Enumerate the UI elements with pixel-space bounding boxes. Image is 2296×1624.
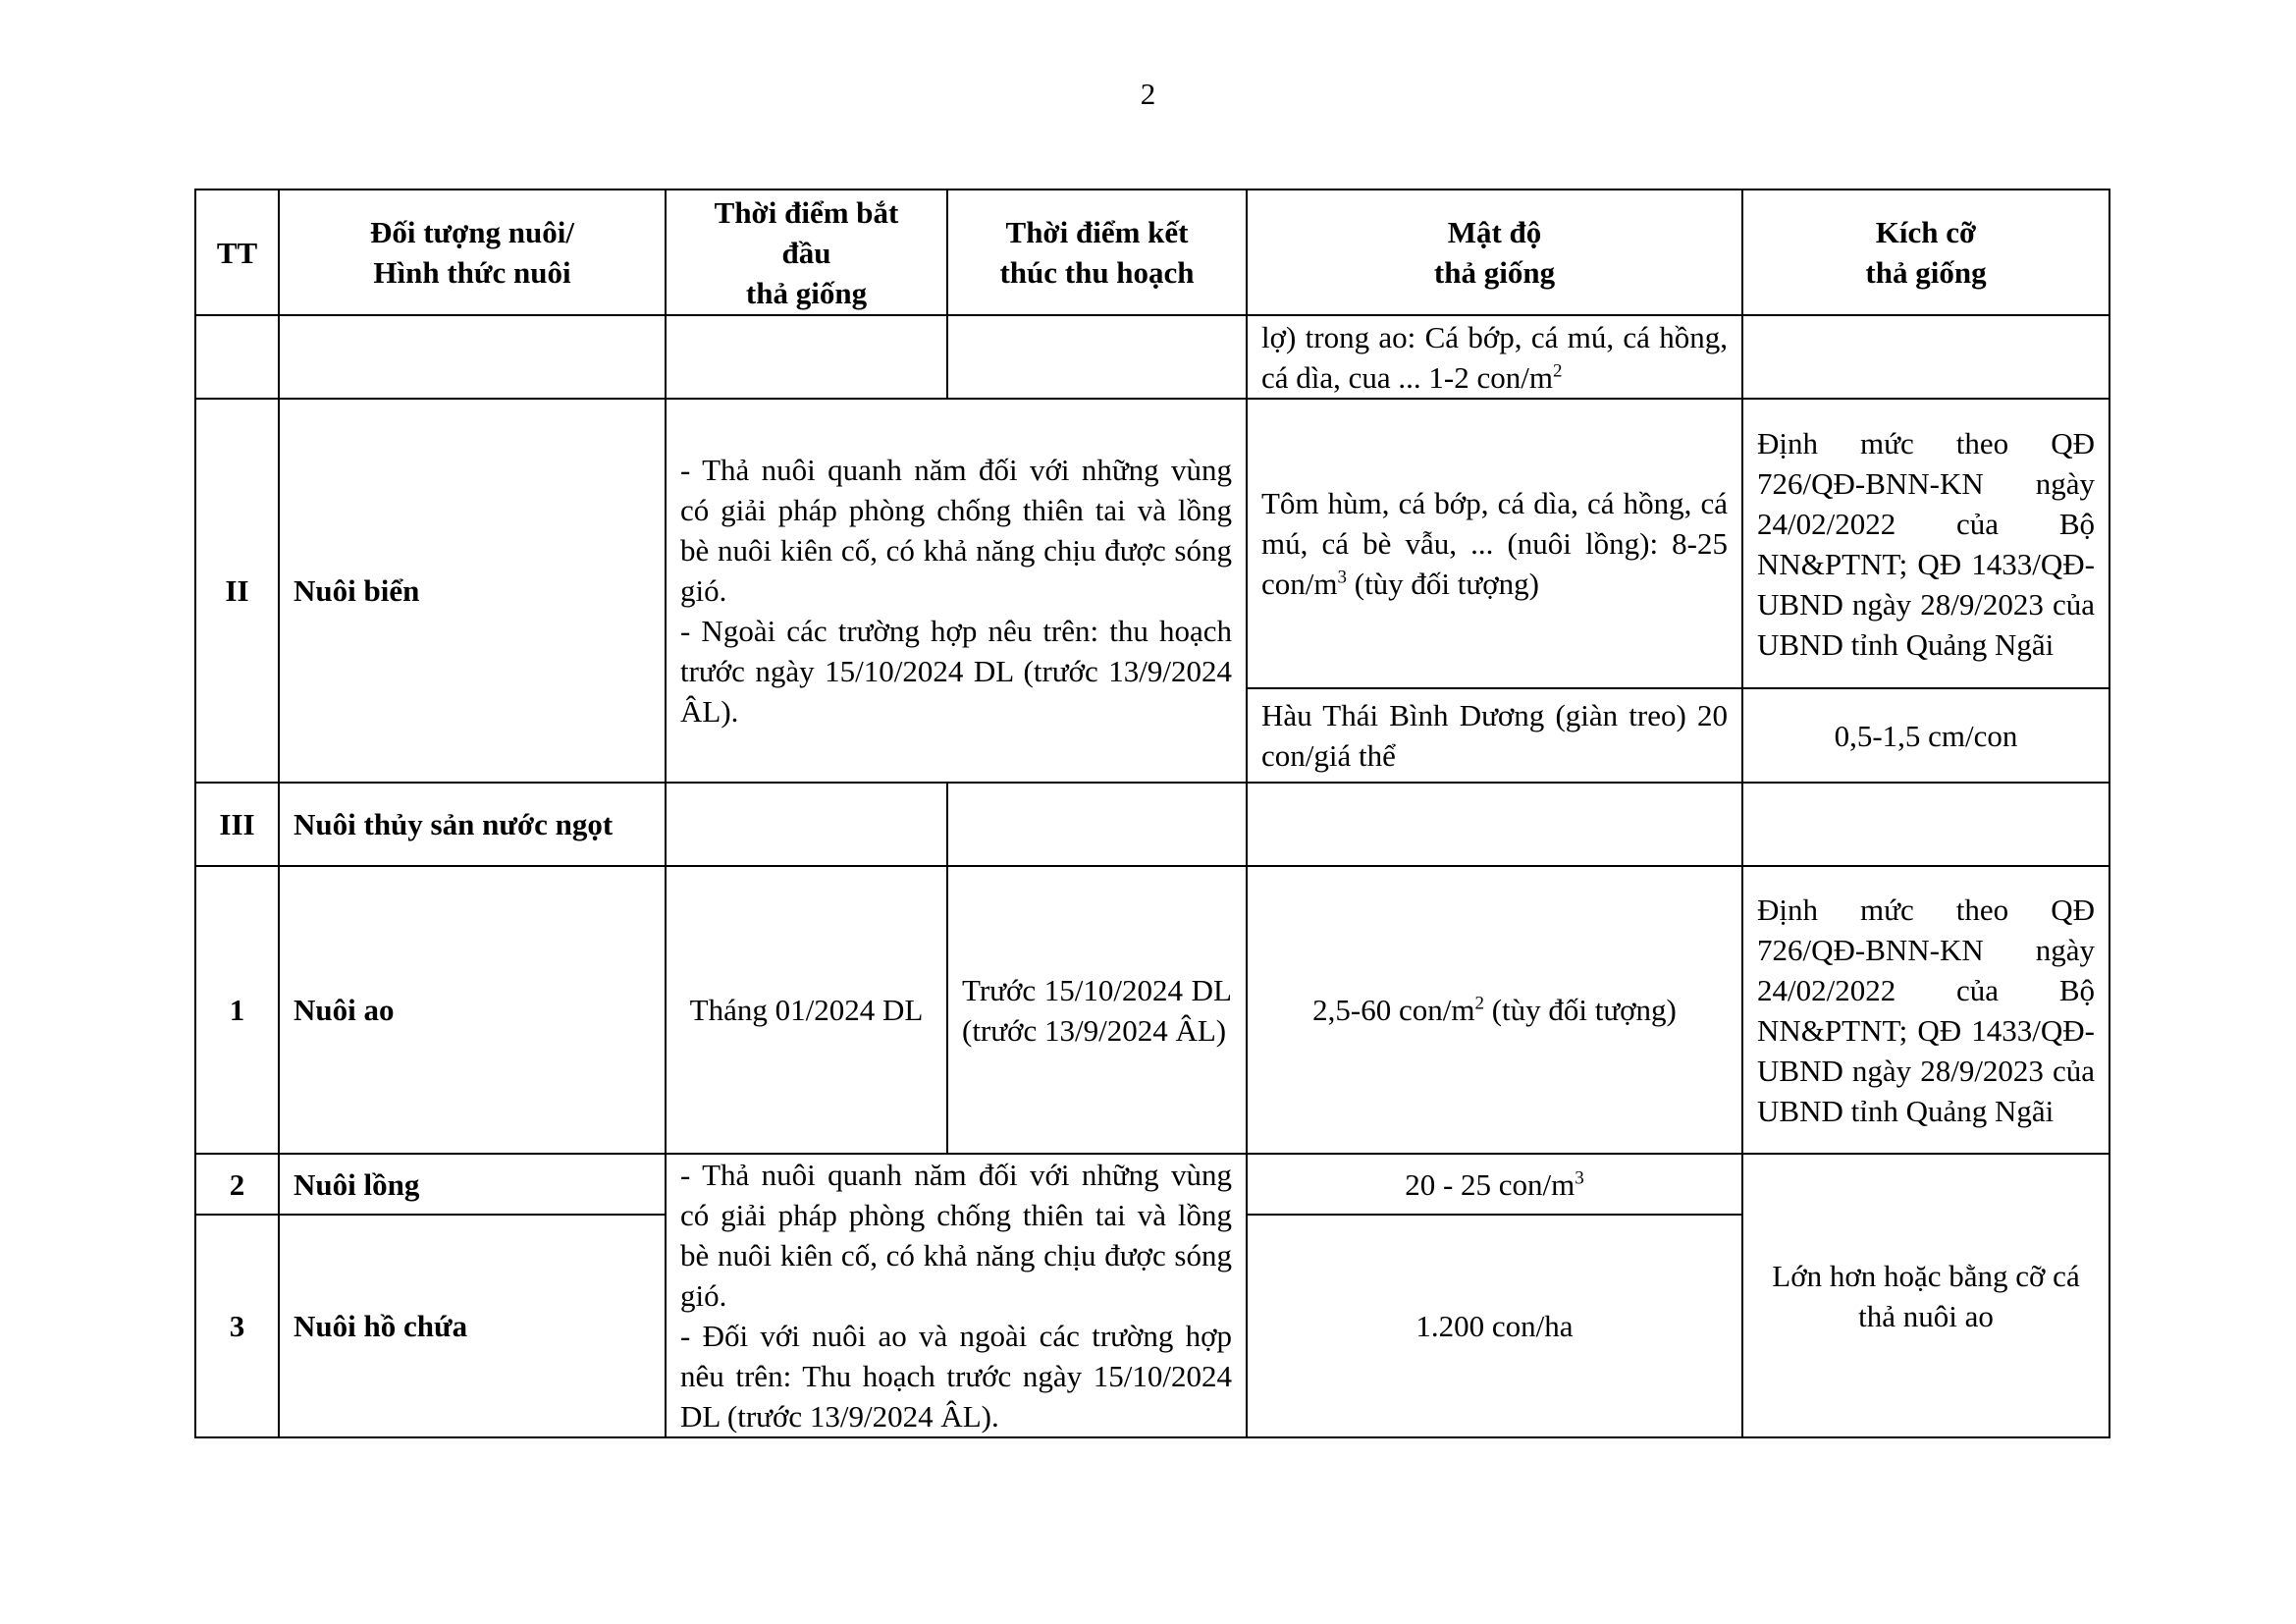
cell-tt: II	[195, 399, 279, 783]
page-number: 2	[1140, 77, 1156, 111]
time-note-1: - Thả nuôi quanh năm đối với những vùng có giải pháp phòng chống thiên tai và lồng bè nuôi kiên cố, có khả năng chịu được sóng gió.	[680, 1158, 1232, 1313]
cell-end	[947, 315, 1247, 399]
aquaculture-schedule-table	[194, 189, 2110, 1438]
table-row-nuoi-bien	[195, 399, 2109, 688]
header-density: Mật độ thả giống	[1247, 189, 1742, 315]
cell-density: 2,5-60 con/$m^2$ (tùy đối tượng)	[1247, 866, 1742, 1154]
cell-object: Nuôi ao	[279, 866, 666, 1154]
cell-size	[1742, 783, 2109, 866]
cell-tt	[195, 315, 279, 399]
cell-time	[666, 1154, 1247, 1437]
table-row-continuation	[195, 315, 2109, 399]
cell-start	[666, 315, 947, 399]
table-row-nuoi-long	[195, 1154, 2109, 1215]
cell-size: Lớn hơn hoặc bằng cỡ cá thả nuôi ao	[1742, 1154, 2109, 1437]
cell-density: 20 - 25 con/$m^3$	[1247, 1154, 1742, 1215]
header-end-time: Thời điểm kết thúc thu hoạch	[947, 189, 1247, 315]
cell-start	[666, 783, 947, 866]
cell-end	[947, 783, 1247, 866]
table-row-nuoi-nuoc-ngot	[195, 783, 2109, 866]
header-start-time: Thời điểm bắt đầu thả giống	[666, 189, 947, 315]
cell-end: Trước 15/10/2024 DL (trước 13/9/2024 ÂL)	[947, 866, 1247, 1154]
time-note-1: - Thả nuôi quanh năm đối với những vùng có giải pháp phòng chống thiên tai và lồng bè nuôi kiên cố, có khả năng chịu được sóng gió.	[680, 453, 1232, 608]
header-size: Kích cỡ thả giống	[1742, 189, 2109, 315]
cell-tt: 1	[195, 866, 279, 1154]
header-tt: TT	[195, 189, 279, 315]
cell-tt: III	[195, 783, 279, 866]
time-note-2: - Ngoài các trường hợp nêu trên: thu hoạch trước ngày 15/10/2024 DL (trước 13/9/2024 ÂL).	[680, 614, 1232, 729]
cell-density: 1.200 con/ha	[1247, 1215, 1742, 1437]
cell-size	[1742, 315, 2109, 399]
table-row-nuoi-ao	[195, 866, 2109, 1154]
cell-object: Nuôi biển	[279, 399, 666, 783]
cell-size: 0,5-1,5 cm/con	[1742, 688, 2109, 783]
cell-object: Nuôi lồng	[279, 1154, 666, 1215]
cell-density: Tôm hùm, cá bớp, cá dìa, cá hồng, cá mú, cá bè vẫu, ... (nuôi lồng): 8-25 con/$m^3$ (tùy đối tượng)	[1247, 399, 1742, 688]
cell-density: lợ) trong ao: Cá bớp, cá mú, cá hồng, cá dìa, cua ... 1-2 con/$m^2$	[1247, 315, 1742, 399]
header-object: Đối tượng nuôi/ Hình thức nuôi	[279, 189, 666, 315]
cell-density	[1247, 783, 1742, 866]
cell-object: Nuôi thủy sản nước ngọt	[279, 783, 666, 866]
cell-time	[666, 399, 1247, 783]
table-header-row	[195, 189, 2109, 315]
cell-tt: 3	[195, 1215, 279, 1437]
cell-object: Nuôi hồ chứa	[279, 1215, 666, 1437]
cell-tt: 2	[195, 1154, 279, 1215]
cell-size: Định mức theo QĐ 726/QĐ-BNN-KN ngày 24/02/2022 của Bộ NN&PTNT; QĐ 1433/QĐ-UBND ngày 28/9/2023 của UBND tỉnh Quảng Ngãi	[1742, 866, 2109, 1154]
time-note-2: - Đối với nuôi ao và ngoài các trường hợp nêu trên: Thu hoạch trước ngày 15/10/2024 DL (trước 13/9/2024 ÂL).	[680, 1319, 1232, 1434]
cell-density: Hàu Thái Bình Dương (giàn treo) 20 con/giá thể	[1247, 688, 1742, 783]
cell-start: Tháng 01/2024 DL	[666, 866, 947, 1154]
cell-object	[279, 315, 666, 399]
cell-size: Định mức theo QĐ 726/QĐ-BNN-KN ngày 24/02/2022 của Bộ NN&PTNT; QĐ 1433/QĐ-UBND ngày 28/9/2023 của UBND tỉnh Quảng Ngãi	[1742, 399, 2109, 688]
